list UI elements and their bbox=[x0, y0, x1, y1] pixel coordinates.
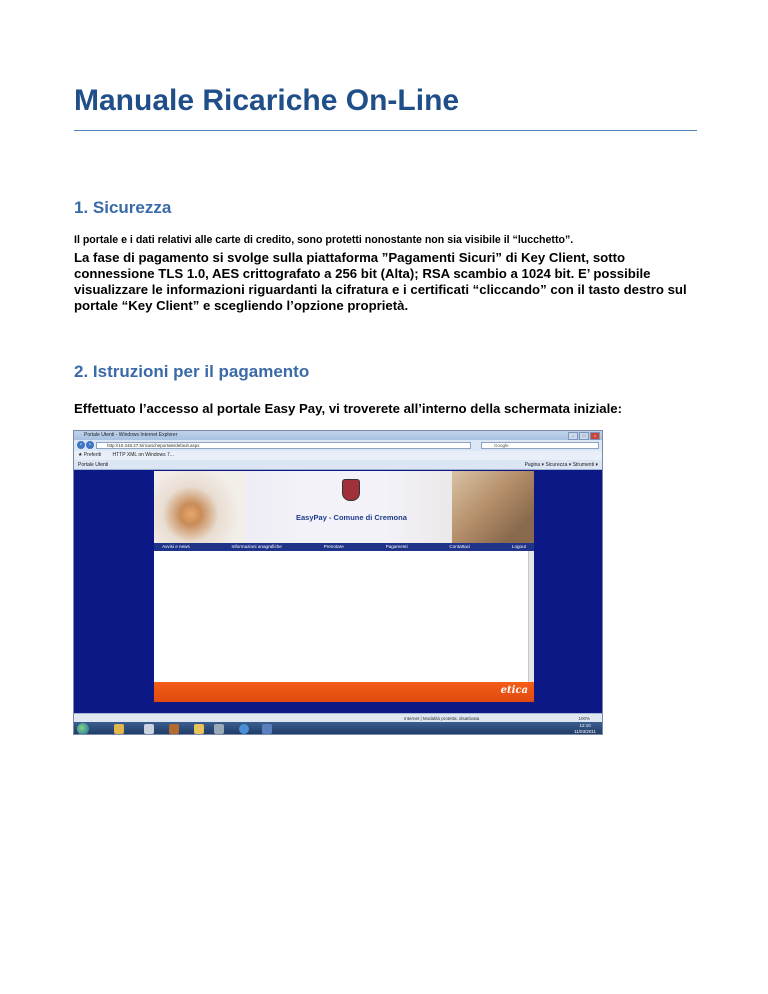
window-controls bbox=[567, 432, 600, 440]
scrollbar[interactable] bbox=[528, 551, 534, 682]
portal-page bbox=[154, 471, 534, 702]
portal-footer bbox=[154, 682, 534, 702]
document-title: Manuale Ricariche On-Line bbox=[74, 84, 460, 117]
clock-date: 11/03/2011 bbox=[574, 729, 596, 734]
tab-portale-utenti[interactable]: Portale Utenti bbox=[78, 462, 109, 468]
search-input[interactable]: Google bbox=[481, 442, 599, 449]
status-text: Internet | Modalità protetta: disattivata bbox=[404, 716, 480, 721]
portal-content bbox=[154, 551, 528, 682]
clock bbox=[574, 723, 596, 735]
folder-icon[interactable] bbox=[114, 724, 124, 734]
banner-photo-left bbox=[154, 471, 246, 543]
security-note: Il portale e i dati relativi alle carte di credito, sono protetti nonostante non sia visibile il “lucchetto”. bbox=[74, 234, 574, 246]
star-icon[interactable]: ★ bbox=[78, 452, 83, 458]
footer-brand: etica bbox=[500, 685, 528, 696]
security-paragraph: La fase di pagamento si svolge sulla piattaforma ”Pagamenti Sicuri” di Key Client, sotto connessione TLS 1.0, AES crittografato a 256 bit (Alta); RSA scambio a 1024 bit. E’ possibile visualizzare le informazioni riguardanti la cifratura e i certificati “cliccando” con il tasto destro sul portale “Key Client” e scegliendo l’opzione proprietà. bbox=[74, 250, 687, 313]
zoom-level[interactable]: 100% bbox=[578, 716, 590, 721]
command-bar[interactable]: Pagina ▾ Sicurezza ▾ Strumenti ▾ bbox=[524, 462, 598, 468]
menu-item-anagrafiche[interactable]: Informazioni anagrafiche bbox=[231, 544, 282, 549]
clock-time: 12:10 bbox=[579, 723, 591, 728]
menu-item-prenotare[interactable]: Prenotare bbox=[323, 544, 344, 549]
portal-banner bbox=[154, 471, 534, 543]
maximize-icon[interactable]: □ bbox=[579, 432, 589, 440]
close-icon[interactable]: × bbox=[590, 432, 600, 440]
address-bar-row bbox=[74, 440, 602, 451]
section-heading-istruzioni: 2. Istruzioni per il pagamento bbox=[74, 362, 310, 381]
forward-icon[interactable]: › bbox=[86, 441, 94, 449]
portal-screenshot bbox=[73, 430, 603, 735]
browser-window-title: Portale Utenti - Windows Internet Explorer bbox=[84, 432, 178, 438]
document-icon[interactable] bbox=[262, 724, 272, 734]
menu-item-contattaci[interactable]: Contattaci bbox=[449, 544, 471, 549]
files-icon[interactable] bbox=[194, 724, 204, 734]
tools-icon[interactable] bbox=[169, 724, 179, 734]
back-icon[interactable]: ‹ bbox=[77, 441, 85, 449]
favorites-button[interactable]: Preferiti bbox=[83, 452, 102, 458]
title-divider bbox=[74, 130, 697, 131]
app-icon[interactable] bbox=[144, 724, 154, 734]
favorite-link[interactable]: HTTP XML on Windows 7... bbox=[112, 452, 174, 458]
computer-icon[interactable] bbox=[214, 724, 224, 734]
address-input[interactable]: http://10.248.27.5/ricaricheportale/default.aspx bbox=[96, 442, 471, 449]
browser-title-bar bbox=[74, 431, 602, 440]
portal-menu bbox=[154, 543, 534, 551]
menu-item-avvisi[interactable]: Avvisi e news bbox=[162, 544, 190, 549]
instructions-intro: Effettuato l’accesso al portale Easy Pay, vi troverete all’interno della schermata iniziale: bbox=[74, 401, 622, 416]
section-heading-sicurezza: 1. Sicurezza bbox=[74, 198, 172, 217]
portal-title: EasyPay - Comune di Cremona bbox=[296, 513, 407, 522]
minimize-icon[interactable]: – bbox=[568, 432, 578, 440]
menu-item-pagamenti[interactable]: Pagamenti bbox=[385, 544, 408, 549]
banner-photo-right bbox=[452, 471, 534, 543]
browser-status-bar bbox=[74, 713, 602, 722]
crest-icon bbox=[342, 479, 360, 501]
menu-item-logout[interactable]: Logout bbox=[511, 544, 526, 549]
start-button[interactable] bbox=[77, 723, 89, 735]
favorites-bar bbox=[74, 451, 602, 460]
taskbar bbox=[74, 722, 602, 735]
browser-icon[interactable] bbox=[239, 724, 249, 734]
tab-row bbox=[74, 460, 602, 470]
